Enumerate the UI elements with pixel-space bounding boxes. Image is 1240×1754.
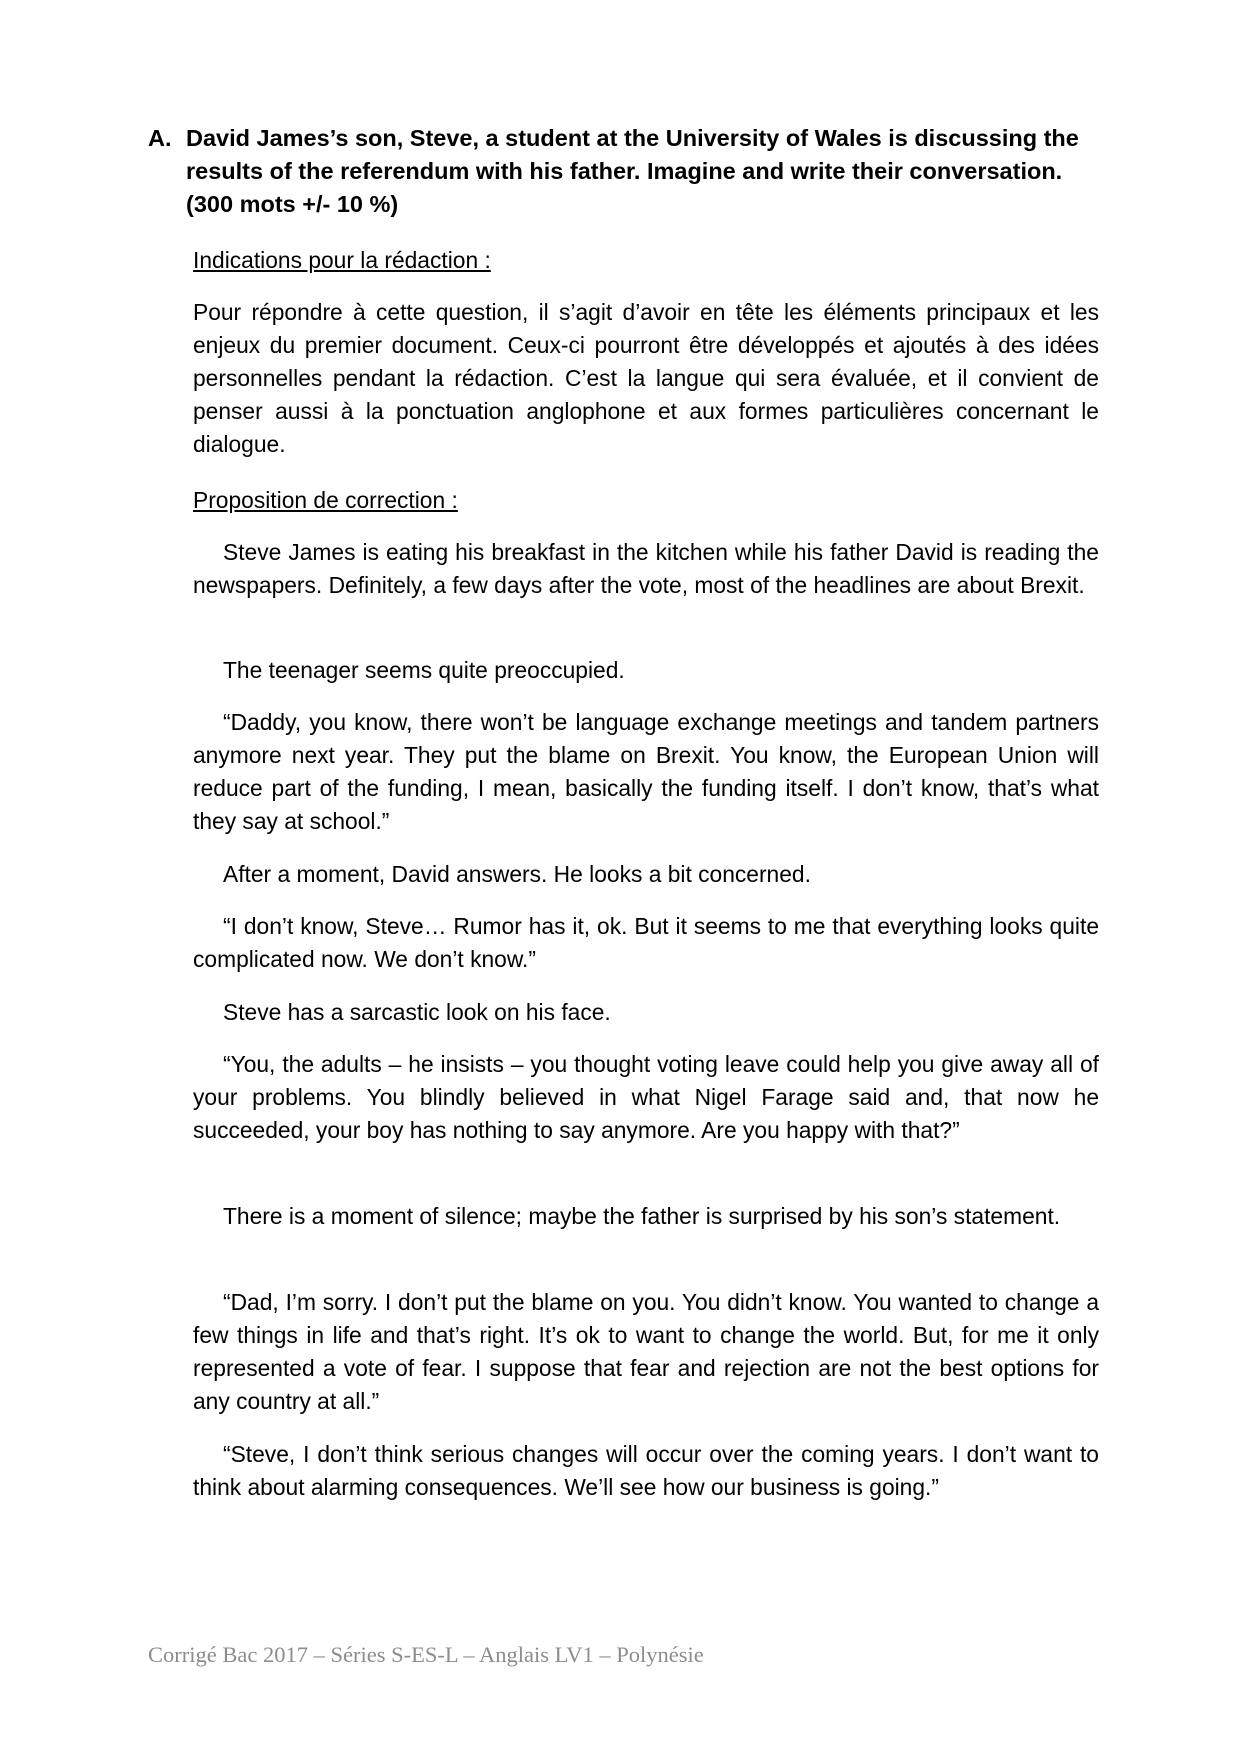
correction-paragraph-10: “Steve, I don’t think serious changes will occur over the coming years. I don’t want to think about alarming consequences. We’ll see how our business is going.”	[193, 1441, 1099, 1500]
question-text: David James’s son, Steve, a student at the University of Wales is discussing the results of the referendum with his father. Imagine and write their conversation. (300 mots +/- 10 %)	[186, 125, 1079, 217]
question-label: A.	[148, 125, 172, 151]
correction-heading-text: Proposition de correction :	[193, 487, 458, 513]
correction-paragraph-5: “I don’t know, Steve… Rumor has it, ok. But it seems to me that everything looks quite complicated now. We don’t know.”	[193, 913, 1099, 972]
correction-paragraph-9: “Dad, I’m sorry. I don’t put the blame on you. You didn’t know. You wanted to change a few things in life and that’s right. It’s ok to want to change the world. But, for me it only represented a vote of fear. I suppose that fear and rejection are not the best options for any country at all.”	[193, 1289, 1099, 1414]
correction-heading	[193, 484, 1099, 517]
correction-paragraph-6: Steve has a sarcastic look on his face.	[223, 999, 611, 1025]
indications-heading-text: Indications pour la rédaction :	[193, 247, 491, 273]
correction-paragraph-2: The teenager seems quite preoccupied.	[223, 657, 625, 683]
page-footer: Corrigé Bac 2017 – Séries S-ES-L – Anglais LV1 – Polynésie	[148, 1642, 704, 1667]
question-a	[148, 122, 1098, 221]
correction-paragraph-3: “Daddy, you know, there won’t be language exchange meetings and tandem partners anymore next year. They put the blame on Brexit. You know, the European Union will reduce part of the funding, I mean, basically the funding itself. I don’t know, that’s what they say at school.”	[193, 709, 1099, 834]
correction-paragraph-1: Steve James is eating his breakfast in the kitchen while his father David is reading the newspapers. Definitely, a few days after the vote, most of the headlines are about Brexit.	[193, 539, 1099, 598]
correction-paragraph-4: After a moment, David answers. He looks a bit concerned.	[223, 861, 811, 887]
correction-paragraph-7: “You, the adults – he insists – you thought voting leave could help you give away all of your problems. You blindly believed in what Nigel Farage said and, that now he succeeded, your boy has nothing to say anymore. Are you happy with that?”	[193, 1051, 1099, 1143]
correction-paragraph-8: There is a moment of silence; maybe the father is surprised by his son’s statement.	[223, 1203, 1061, 1229]
indications-heading	[193, 244, 1099, 277]
indications-text: Pour répondre à cette question, il s’agit d’avoir en tête les éléments principaux et les enjeux du premier document. Ceux-ci pourront être développés et ajoutés à des idées personnelles pendant la rédaction. C’est la langue qui sera évaluée, et il convient de penser aussi à la ponctuation anglophone et aux formes particulières concernant le dialogue.	[193, 299, 1099, 457]
